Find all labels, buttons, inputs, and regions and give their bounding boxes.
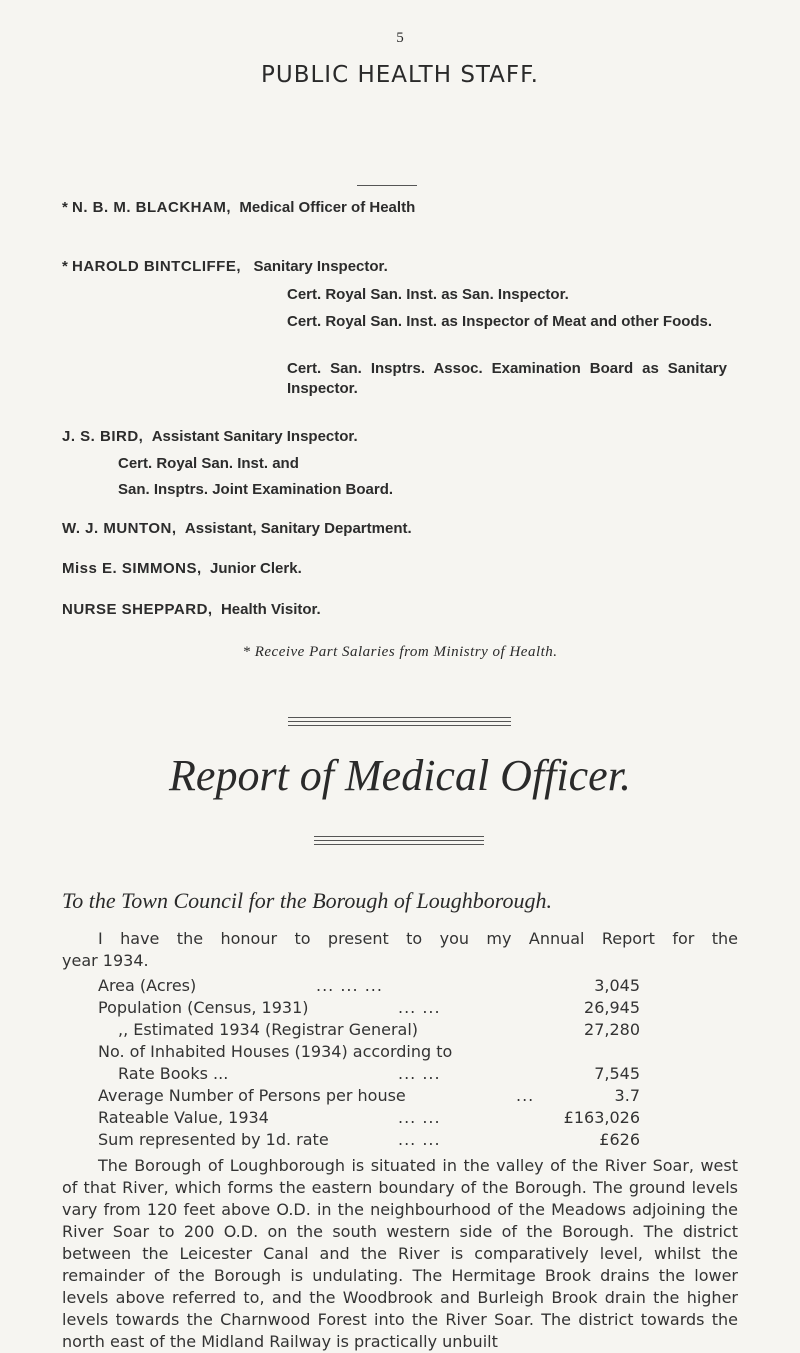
staff-entry-bintcliffe [62, 258, 388, 275]
staff-role: Sanitary Inspector. [253, 258, 388, 275]
qualification: Cert. San. Insptrs. Assoc. Examination Board as Sanitary Inspector. [287, 360, 727, 397]
stat-value: £626 [599, 1130, 640, 1149]
stat-value: 7,545 [594, 1064, 640, 1083]
leader-dots: ... ... [398, 998, 441, 1017]
staff-name: J. S. BIRD, [62, 428, 144, 445]
divider [288, 721, 511, 722]
stat-value: 3.7 [614, 1086, 640, 1105]
staff-name: W. J. MUNTON, [62, 520, 177, 537]
leader-dots: ... [516, 1086, 535, 1105]
staff-name: Miss E. SIMMONS, [62, 560, 202, 577]
divider [288, 725, 511, 726]
staff-role: Junior Clerk. [210, 560, 302, 577]
stat-row-estimated [98, 1019, 640, 1041]
stat-label: Area (Acres) [98, 976, 197, 995]
stat-value: 3,045 [594, 976, 640, 995]
stat-row-persons [98, 1085, 640, 1107]
staff-entry-bird [62, 428, 358, 445]
stat-row-rate-books [98, 1063, 640, 1085]
stat-label: Population (Census, 1931) [98, 998, 309, 1017]
qualification: San. Insptrs. Joint Examination Board. [118, 481, 394, 498]
divider [314, 844, 484, 845]
stat-row-area [98, 975, 640, 997]
staff-role: Assistant Sanitary Inspector. [151, 428, 358, 445]
stat-value: 27,280 [584, 1020, 640, 1039]
stat-label: Average Number of Persons per house [98, 1086, 406, 1105]
divider [288, 717, 511, 718]
intro-line: year 1934. [62, 951, 149, 970]
staff-entry-blackham [62, 199, 415, 216]
staff-entry-munton [62, 520, 412, 537]
stat-label: Rateable Value, 1934 [98, 1108, 269, 1127]
staff-name: N. B. M. BLACKHAM, [72, 199, 232, 216]
qualification: Cert. Royal San. Inst. and [118, 455, 299, 472]
stat-row-houses [98, 1041, 640, 1063]
leader-dots: ... ... [398, 1130, 441, 1149]
footnote-marker: * [62, 199, 68, 216]
staff-entry-sheppard [62, 601, 321, 618]
stat-value: £163,026 [563, 1108, 640, 1127]
address-line: To the Town Council for the Borough of Loughborough. [62, 888, 552, 913]
footnote: * Receive Part Salaries from Ministry of Health. [242, 644, 558, 660]
page-title: PUBLIC HEALTH STAFF. [261, 62, 539, 88]
qualification: Cert. Royal San. Inst. as Inspector of Meat and other Foods. [287, 313, 713, 330]
staff-entry-simmons [62, 560, 302, 577]
intro-line: I have the honour to present to you my Annual Report for the [98, 929, 738, 948]
stat-value: 26,945 [584, 998, 640, 1017]
stat-row-rateable [98, 1107, 640, 1129]
statistics-table [98, 975, 640, 1151]
staff-name: HAROLD BINTCLIFFE, [72, 258, 241, 275]
divider [314, 836, 484, 837]
stat-row-population [98, 997, 640, 1019]
leader-dots: ... ... ... [316, 976, 383, 995]
qualification: Cert. Royal San. Inst. as San. Inspector. [287, 286, 569, 303]
divider [314, 840, 484, 841]
staff-name: NURSE SHEPPARD, [62, 601, 213, 618]
leader-dots: ... ... [398, 1108, 441, 1127]
divider [357, 185, 417, 186]
staff-role: Assistant, Sanitary Department. [184, 520, 412, 537]
report-title: Report of Medical Officer. [169, 751, 631, 800]
stat-label: ,, Estimated 1934 (Registrar General) [118, 1020, 419, 1039]
stat-row-penny-rate [98, 1129, 640, 1151]
stat-label: Rate Books ... [118, 1064, 229, 1083]
staff-role: Medical Officer of Health [239, 199, 416, 216]
stat-label: Sum represented by 1d. rate [98, 1130, 329, 1149]
staff-role: Health Visitor. [220, 601, 321, 618]
stat-label: No. of Inhabited Houses (1934) according to [98, 1042, 453, 1061]
leader-dots: ... ... [398, 1064, 441, 1083]
page-number: 5 [396, 30, 404, 46]
body-paragraph: The Borough of Loughborough is situated in the valley of the River Soar, west of that River, which forms the eastern boundary of the Borough. The ground levels vary from 120 feet above O.D. in the neighbourhood of the Meadows adjoining the River Soar to 200 O.D. on the south western side of the Borough. The district between the Leicester Canal and the River is comparatively level, whilst the remainder of the Borough is undulating. The Hermitage Brook drains the lower levels above referred to, and the Woodbrook and Burleigh Brook drain the higher levels towards the Charnwood Forest into the River Soar. The district towards the north east of the Midland Railway is practically unbuilt [62, 1156, 738, 1351]
footnote-marker: * [62, 258, 68, 275]
